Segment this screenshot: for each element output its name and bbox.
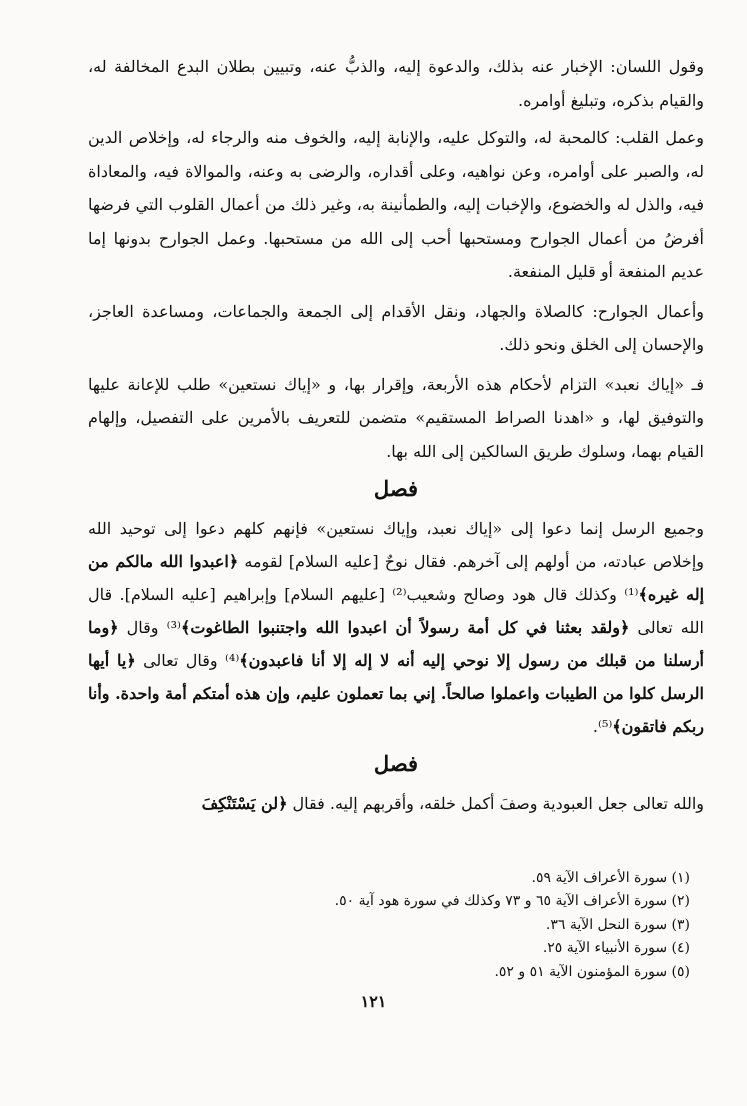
page-number: ١٢١ [360,992,387,1011]
footnotes [88,867,704,985]
quran-quote: ﴿اعبدوا الله مالكم من إله غيره﴾ [88,552,705,604]
paragraph-heart: وعمل القلب: كالمحبة له، والتوكل عليه، والإنابة إليه، والخوف منه والرجاء له، وإخلاص الدين له، والصبر على أوامره، وعن نواهيه، وعلى أقداره، والرضى به وعنه، والموالاة فيه، والمعاداة فيه، والذل له والخضوع، والإخبات إليه، والطمأنينة به، وغير ذلك من أعمال القلوب التي فرضها أفرضُ من أعمال الجوارح ومستحبها أحب إلى الله من مستحبها. وعمل الجوارح بدونها إما عديم المنفعة أو قليل المنفعة. [88,128,704,281]
text-run: والله تعالى جعل العبودية وصفَ أكمل خلقه، وأقربهم إليه. فقال [287,794,704,813]
footnote-5: (٥) سورة المؤمنون الآية ٥١ و ٥٢. [494,963,690,980]
text-run: وجميع الرسل إنما دعوا إلى «إياك نعبد، وإياك نستعين» فإنهم كلهم دعوا إلى توحيد الله وإخلاص عبادته، من أولهم إلى آخرهم. فقال نوحٌ [عليه السلام] لقومه [88,519,704,571]
quran-quote: ﴿يا أيها الرسل كلوا من الطيبات واعملوا صالحاً. إني بما تعملون عليم، وإن هذه أمتكم أمة واحدة. وأنا ربكم فاتقون﴾ [88,651,704,736]
page-body [88,50,704,984]
footnote-4: (٤) سورة الأنبياء الآية ٢٥. [542,940,690,956]
paragraph-limbs: وأعمال الجوارح: كالصلاة والجهاد، ونقل الأقدام إلى الجمعة والجماعات، ومساعدة العاجز، والإحسان إلى الخلق ونحو ذلك. [88,301,704,354]
quran-quote: ﴿لن يَسْتَنْكِفَ [201,794,288,813]
section-heading-2: فصل [373,751,419,776]
footnote-2: (٢) سورة الأعراف الآية ٦٥ و ٧٣ وكذلك في سورة هود آية ٥٠. [334,893,690,909]
footnote-ref: ⁽³⁾ وقال [118,618,181,637]
footnote-ref: ⁽⁴⁾ وقال تعالى [135,651,240,670]
quran-quote: ﴿ولقد بعثنا في كل أمة رسولاً أن اعبدوا الله واجتنبوا الطاغوت﴾ [180,618,630,637]
paragraph-servitude [88,787,704,821]
footnote-ref: ⁽⁵⁾. [592,717,613,736]
paragraph-tongue: وقول اللسان: الإخبار عنه بذلك، والدعوة إليه، والذبُّ عنه، وتبيين بطلان البدع المخالفة له، والقيام بذكره، وتبليغ أوامره. [88,57,704,110]
section-heading-1: فصل [373,476,419,501]
quran-quote: ﴿وما أرسلنا من قبلك من رسول إلا نوحي إليه أنه لا إله إلا أنا فاعبدون﴾ [88,618,705,670]
paragraph-messengers [88,512,704,743]
paragraph-iyyaka: فـ «إياك نعبد» التزام لأحكام هذه الأربعة، وإقرار بها، و «إياك نستعين» طلب للإعانة عليها والتوفيق لها، و «اهدنا الصراط المستقيم» متضمن للتعريف بالأمرين على التفصيل، وإلهام القيام بهما، وسلوك طريق السالكين إلى الله بها. [88,374,704,461]
footnote-1: (١) سورة الأعراف الآية ٥٩. [531,869,690,886]
footnote-3: (٣) سورة النحل الآية ٣٦. [545,916,690,933]
footnote-ref: ⁽¹⁾ وكذلك قال هود وصالح وشعيب⁽²⁾ [عليهم السلام] وإبراهيم [عليه السلام]. قال الله تعالى [88,585,705,637]
